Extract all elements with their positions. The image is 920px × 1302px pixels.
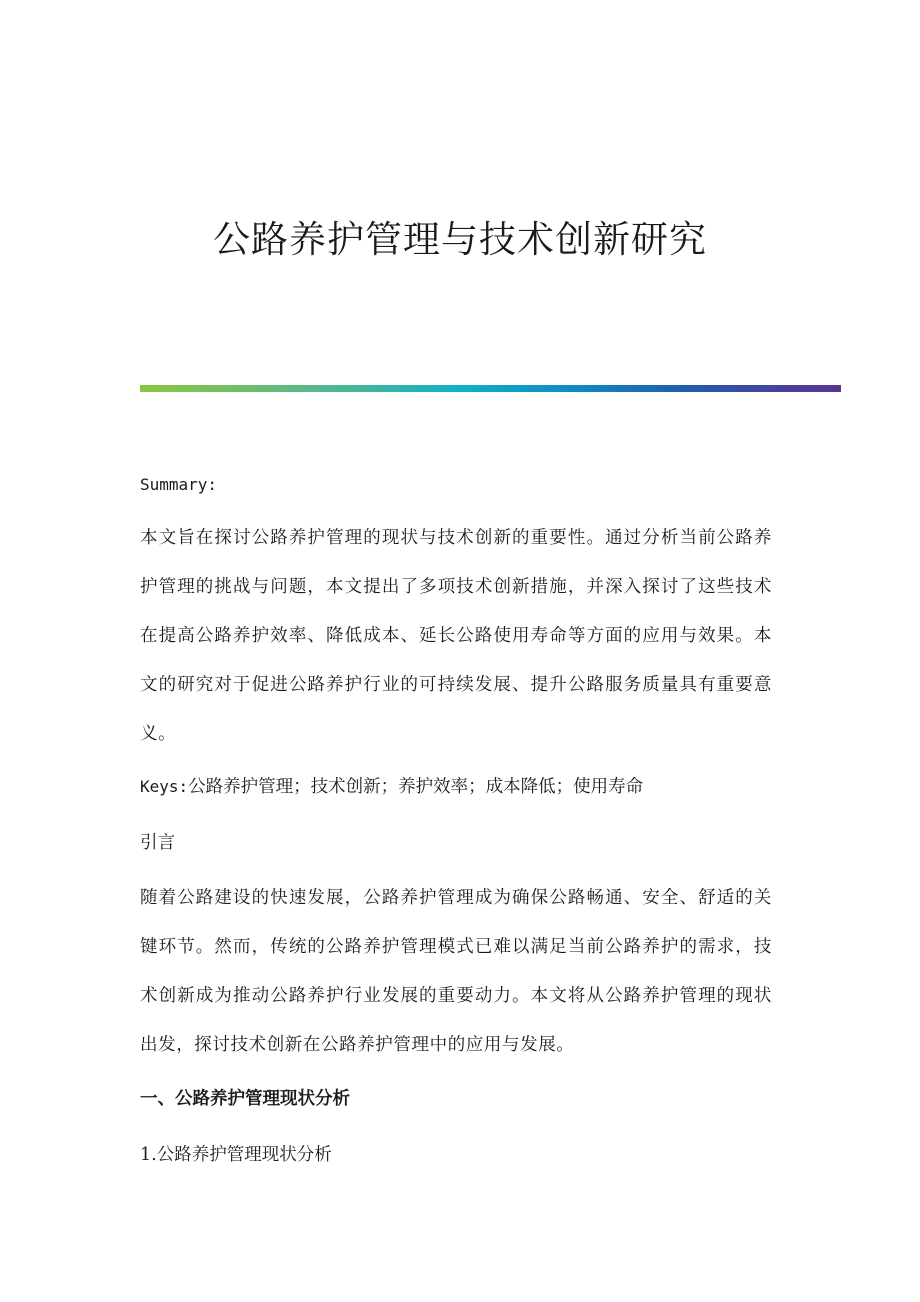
keywords-label: Keys:: [140, 777, 189, 796]
summary-label: Summary:: [140, 475, 218, 494]
section-heading: 一、公路养护管理现状分析: [140, 1089, 350, 1109]
document-title: 公路养护管理与技术创新研究: [213, 218, 707, 261]
title-divider-gradient-bar: [140, 385, 841, 392]
introduction-paragraph: 随着公路建设的快速发展，公路养护管理成为确保公路畅通、安全、舒适的关键环节。然而，传统的公路养护管理模式已难以满足当前公路养护的需求，技术创新成为推动公路养护行业发展的重要动力。本文将从公路养护管理的现状出发，探讨技术创新在公路养护管理中的应用与发展。: [140, 888, 772, 1055]
keywords-text: 公路养护管理；技术创新；养护效率；成本降低；使用寿命: [188, 777, 644, 797]
summary-paragraph: 本文旨在探讨公路养护管理的现状与技术创新的重要性。通过分析当前公路养护管理的挑战与问题，本文提出了多项技术创新措施，并深入探讨了这些技术在提高公路养护效率、降低成本、延长公路使用寿命等方面的应用与效果。本文的研究对于促进公路养护行业的可持续发展、提升公路服务质量具有重要意义。: [140, 528, 772, 744]
introduction-heading: 引言: [140, 833, 175, 853]
keywords-line: [140, 764, 772, 810]
subsection-heading: 1.公路养护管理现状分析: [140, 1145, 332, 1165]
